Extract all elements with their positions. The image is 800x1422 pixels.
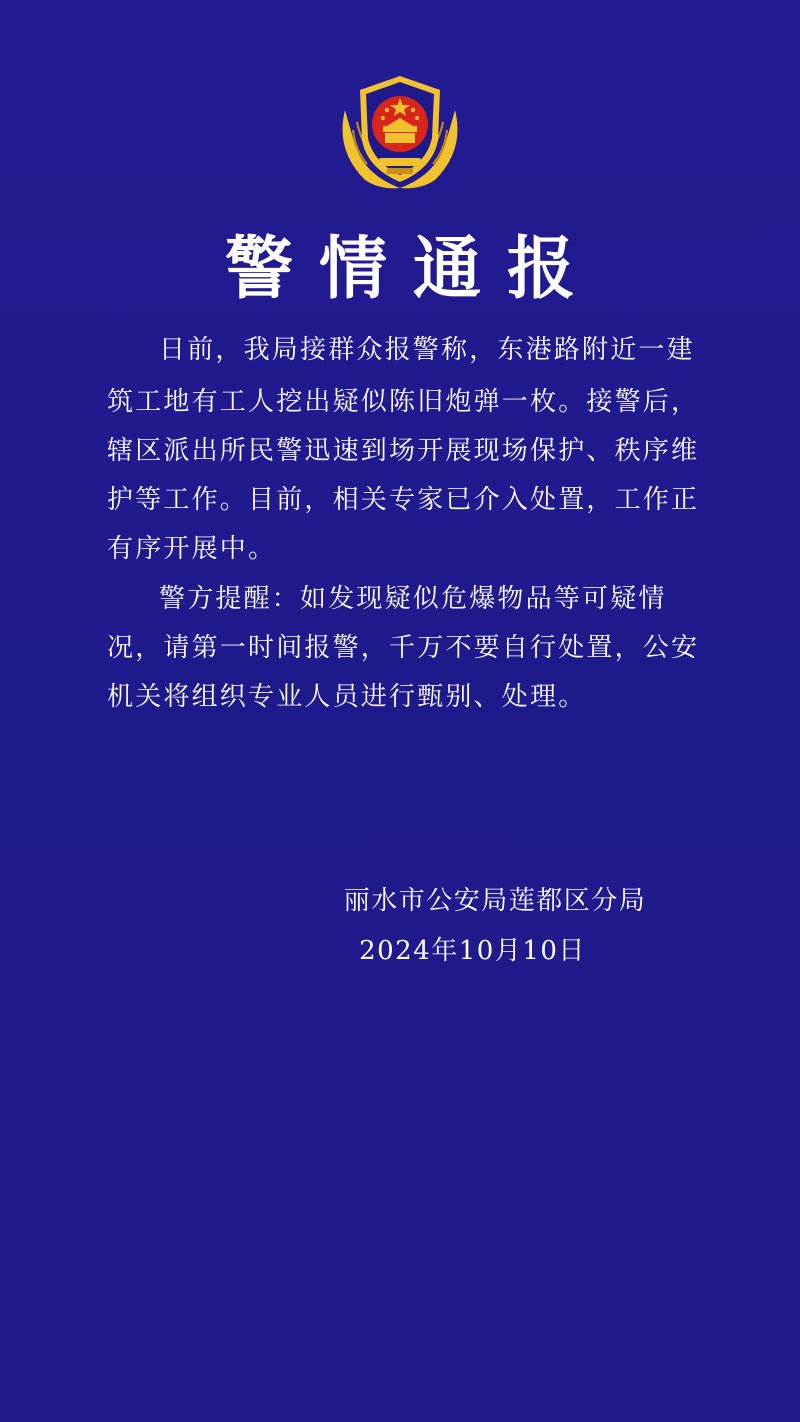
paragraph-1-line-3: 辖区派出所民警迅速到场开展现场保护、秩序维 xyxy=(107,436,700,466)
signature-organization: 丽水市公安局莲都区分局 xyxy=(343,886,647,916)
paragraph-1-line-1: 日前，我局接群众报警称，东港路附近一建 xyxy=(159,335,695,365)
paragraph-1-line-5: 有序开展中。 xyxy=(107,534,277,564)
paragraph-2-line-2: 况，请第一时间报警，千万不要自行处置，公安 xyxy=(107,633,700,663)
paragraph-1-line-2: 筑工地有工人挖出疑似陈旧炮弹一枚。接警后， xyxy=(107,387,700,417)
paragraph-2-line-3: 机关将组织专业人员进行甄别、处理。 xyxy=(107,682,587,712)
paragraph-2-line-1: 警方提醒：如发现疑似危爆物品等可疑情 xyxy=(159,584,667,614)
notice-title: 警情通报 xyxy=(224,230,601,309)
signature-date: 2024年10月10日 xyxy=(359,936,586,966)
police-emblem-icon xyxy=(335,70,465,200)
paragraph-1-line-4: 护等工作。目前，相关专家已介入处置，工作正 xyxy=(107,485,700,515)
